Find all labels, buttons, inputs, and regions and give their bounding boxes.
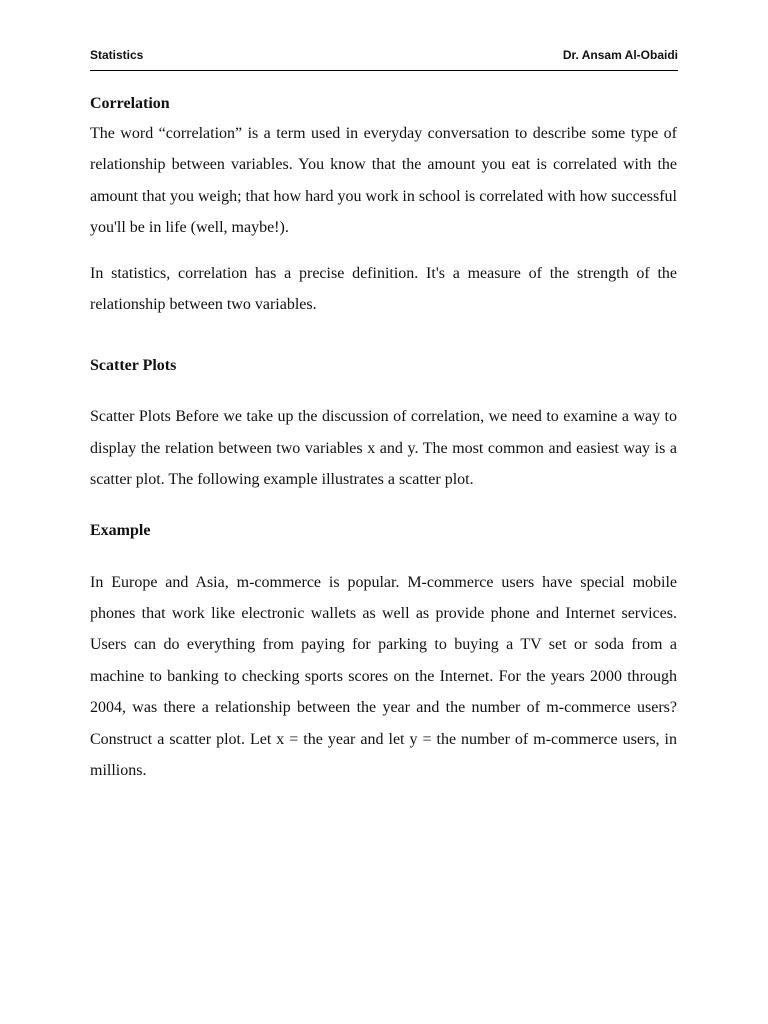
header-author: Dr. Ansam Al-Obaidi: [562, 48, 678, 62]
paragraph-correlation-definition: In statistics, correlation has a precise definition. It's a measure of the strength of the relationship between two variables.: [90, 264, 677, 314]
document-body: [90, 92, 677, 787]
paragraph-scatter-plots: Scatter Plots Before we take up the discussion of correlation, we need to examine a way to display the relation between two variables x and y. The most common and easiest way is a scatter plot. The following example illustrates a scatter plot.: [90, 408, 677, 489]
heading-scatter-plots: Scatter Plots: [90, 357, 177, 375]
header-course-title: Statistics: [90, 48, 144, 62]
paragraph-example: In Europe and Asia, m-commerce is popular. M-commerce users have special mobile phones that work like electronic wallets as well as provide phone and Internet services. Users can do everything from paying for parking to buying a TV set or soda from a machine to banking to checking sports scores on the Internet. For the years 2000 through 2004, was there a relationship between the year and the number of m-commerce users? Construct a scatter plot. Let x = the year and let y = the number of m-commerce users, in millions.: [90, 573, 677, 780]
page-header: [90, 46, 678, 71]
heading-correlation: Correlation: [90, 95, 170, 112]
paragraph-correlation-intro: The word “correlation” is a term used in everyday conversation to describe some type of relationship between variables. You know that the amount you eat is correlated with the amount that you weigh; that how hard you work in school is correlated with how successful you'll be in life (well, maybe!).: [90, 125, 677, 237]
heading-example: Example: [90, 521, 151, 539]
